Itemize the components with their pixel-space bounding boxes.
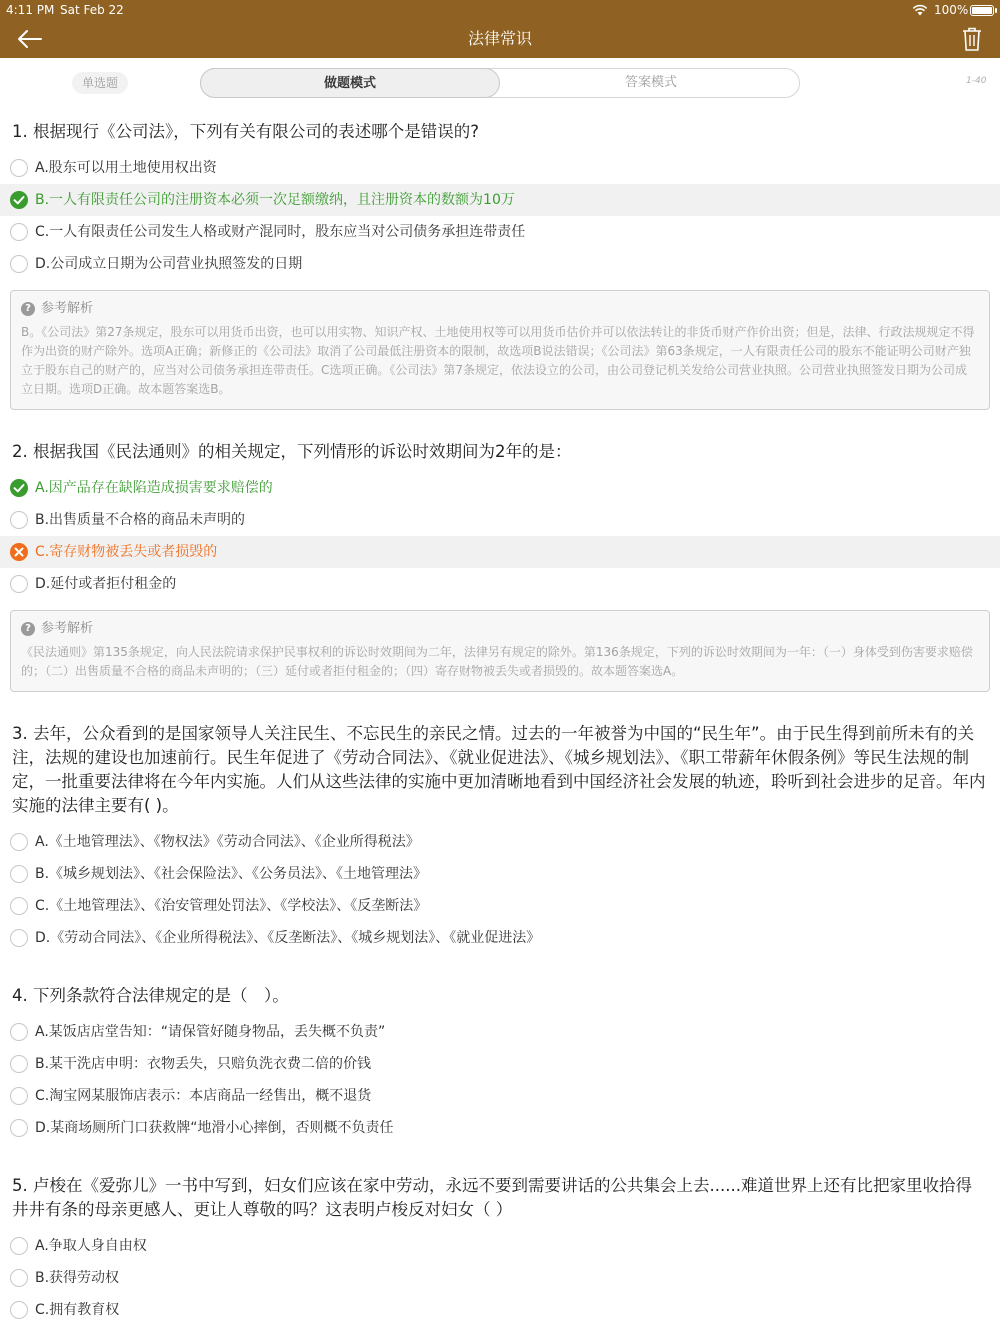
tab-practice-mode[interactable]: 做题模式 (200, 68, 500, 98)
analysis-box (10, 610, 990, 692)
radio-circle-icon[interactable] (10, 1237, 28, 1255)
radio-circle-icon[interactable] (10, 929, 28, 947)
option-text: B.某干洗店申明：衣物丢失，只赔负洗衣费二倍的价钱 (35, 1056, 372, 1072)
answer-option[interactable] (0, 922, 1000, 954)
question-type-badge: 单选题 (72, 72, 128, 94)
option-text: A.股东可以用土地使用权出资 (35, 160, 217, 176)
radio-circle-icon[interactable] (10, 897, 28, 915)
answer-option[interactable] (0, 152, 1000, 184)
question-block (0, 972, 1000, 1144)
option-text: A.某饭店店堂告知：“请保管好随身物品，丢失概不负责” (35, 1024, 386, 1040)
analysis-text: 《民法通则》第135条规定，向人民法院请求保护民事权利的诉讼时效期间为二年，法律另有规定的除外。第136条规定，下列的诉讼时效期间为一年：（一）身体受到伤害要求赔偿的；（二）出售质量不合格的商品未声明的；（三）延付或者拒付租金的；（四）寄存财物被丢失或者损毁的。故本题答案选A。 (21, 645, 973, 678)
answer-option[interactable] (0, 1048, 1000, 1080)
radio-circle-icon[interactable] (10, 1269, 28, 1287)
status-bar (0, 0, 1000, 20)
answer-option[interactable] (0, 858, 1000, 890)
option-text: C.《土地管理法》、《治安管理处罚法》、《学校法》、《反垄断法》 (35, 898, 428, 914)
radio-circle-icon[interactable] (10, 511, 28, 529)
status-date: Sat Feb 22 (60, 3, 124, 17)
answer-option[interactable] (0, 536, 1000, 568)
analysis-label: 参考解析 (41, 621, 94, 636)
mode-switch (200, 68, 800, 98)
radio-circle-icon[interactable] (10, 1023, 28, 1041)
radio-circle-icon[interactable] (10, 223, 28, 241)
question-block (0, 1162, 1000, 1326)
option-text: C.拥有教育权 (35, 1302, 120, 1318)
question-block (0, 108, 1000, 410)
check-circle-icon[interactable] (10, 191, 28, 209)
answer-option[interactable] (0, 216, 1000, 248)
arrow-left-icon[interactable] (16, 27, 44, 51)
option-text: B.出售质量不合格的商品未声明的 (35, 512, 246, 528)
option-text: A.争取人身自由权 (35, 1238, 147, 1254)
page-title: 法律常识 (467, 29, 532, 48)
check-circle-icon[interactable] (10, 479, 28, 497)
status-time: 4:11 PM (6, 3, 55, 17)
option-text: A.因产品存在缺陷造成损害要求赔偿的 (35, 480, 273, 496)
answer-option[interactable] (0, 1016, 1000, 1048)
battery-cap (995, 8, 997, 13)
option-text: A.《土地管理法》、《物权法》《劳动合同法》、《企业所得税法》 (35, 834, 420, 850)
option-text: C.一人有限责任公司发生人格或财产混同时，股东应当对公司债务承担连带责任 (35, 224, 526, 240)
radio-circle-icon[interactable] (10, 865, 28, 883)
answer-option[interactable] (0, 568, 1000, 600)
tab-answer-mode[interactable]: 答案模式 (624, 75, 677, 90)
radio-circle-icon[interactable] (10, 159, 28, 177)
option-text: D.公司成立日期为公司营业执照签发的日期 (35, 256, 303, 272)
radio-circle-icon[interactable] (10, 1087, 28, 1105)
app-header (0, 0, 1000, 58)
answer-option[interactable] (0, 1080, 1000, 1112)
option-text: B.一人有限责任公司的注册资本必须一次足额缴纳，且注册资本的数额为10万 (35, 192, 515, 208)
answer-option[interactable] (0, 1262, 1000, 1294)
question-title: 2. 根据我国《民法通则》的相关规定，下列情形的诉讼时效期间为2年的是： (12, 442, 572, 461)
question-title: 5. 卢梭在《爱弥儿》一书中写到，妇女们应该在家中劳动，永远不要到需要讲话的公共集会上去......难道世界上还有比把家里收拾得井井有条的母亲更感人、更让人尊敬的吗？这表明卢梭反对妇女（ ） (12, 1176, 972, 1219)
answer-option[interactable] (0, 248, 1000, 280)
radio-circle-icon[interactable] (10, 1301, 28, 1319)
answer-option[interactable] (0, 184, 1000, 216)
radio-circle-icon[interactable] (10, 1055, 28, 1073)
analysis-header (21, 619, 979, 639)
question-title: 4. 下列条款符合法律规定的是（ ）。 (12, 986, 289, 1005)
analysis-label: 参考解析 (41, 301, 94, 316)
analysis-text: B。《公司法》第27条规定，股东可以用货币出资，也可以用实物、知识产权、土地使用权等可以用货币估价并可以依法转让的非货币财产作价出资；但是，法律、行政法规规定不得作为出资的财产除外。选项A正确；新修正的《公司法》取消了公司最低注册资本的限制，故选项B说法错误；《公司法》第63条规定，一人有限责任公司的股东不能证明公司财产独立于股东自己的财产的，应当对公司债务承担连带责任。C选项正确。《公司法》第7条规定，依法设立的公司，由公司登记机关发给公司营业执照。公司营业执照签发日期为公司成立日期。选项D正确。故本题答案选B。 (21, 325, 975, 396)
answer-option[interactable] (0, 472, 1000, 504)
question-mark-icon: ? (21, 622, 35, 636)
cross-circle-icon[interactable] (10, 543, 28, 561)
wifi-icon (912, 4, 928, 16)
option-text: C.寄存财物被丢失或者损毁的 (35, 544, 218, 560)
question-title: 3. 去年，公众看到的是国家领导人关注民生、不忘民生的亲民之情。过去的一年被誉为中国的“民生年”。由于民生得到前所未有的关注，法规的建设也加速前行。民生年促进了《劳动合同法》、《就业促进法》、《城乡规划法》、《职工带薪年休假条例》等民生法规的制定，一批重要法律将在今年内实施。人们从这些法律的实施中更加清晰地看到中国经济社会发展的轨迹，聆听到社会进步的足音。年内实施的法律主要有( )。 (12, 724, 986, 815)
option-text: D.某商场厕所门口获救牌“地滑小心摔倒，否则概不负责任 (35, 1120, 394, 1136)
trash-icon[interactable] (960, 26, 984, 52)
answer-option[interactable] (0, 890, 1000, 922)
question-list (0, 108, 1000, 1344)
radio-circle-icon[interactable] (10, 575, 28, 593)
analysis-header (21, 299, 979, 319)
question-mark-icon: ? (21, 302, 35, 316)
question-title: 1. 根据现行《公司法》，下列有关有限公司的表述哪个是错误的? (12, 122, 479, 141)
radio-circle-icon[interactable] (10, 1119, 28, 1137)
option-text: B.获得劳动权 (35, 1270, 120, 1286)
answer-option[interactable] (0, 1230, 1000, 1262)
option-text: B.《城乡规划法》、《社会保险法》、《公务员法》、《土地管理法》 (35, 866, 428, 882)
question-block (0, 710, 1000, 954)
radio-circle-icon[interactable] (10, 833, 28, 851)
answer-option[interactable] (0, 1294, 1000, 1326)
battery-percent: 100% (934, 3, 969, 17)
answer-option[interactable] (0, 504, 1000, 536)
answer-option[interactable] (0, 1112, 1000, 1144)
page-range: 1-40 (966, 76, 987, 86)
option-text: C.淘宝网某服饰店表示：本店商品一经售出，概不退货 (35, 1088, 372, 1104)
radio-circle-icon[interactable] (10, 255, 28, 273)
option-text: D.《劳动合同法》、《企业所得税法》、《反垄断法》、《城乡规划法》、《就业促进法》 (35, 930, 541, 946)
option-text: D.延付或者拒付租金的 (35, 576, 177, 592)
battery-icon (970, 5, 994, 16)
question-block (0, 428, 1000, 692)
analysis-box (10, 290, 990, 410)
answer-option[interactable] (0, 826, 1000, 858)
